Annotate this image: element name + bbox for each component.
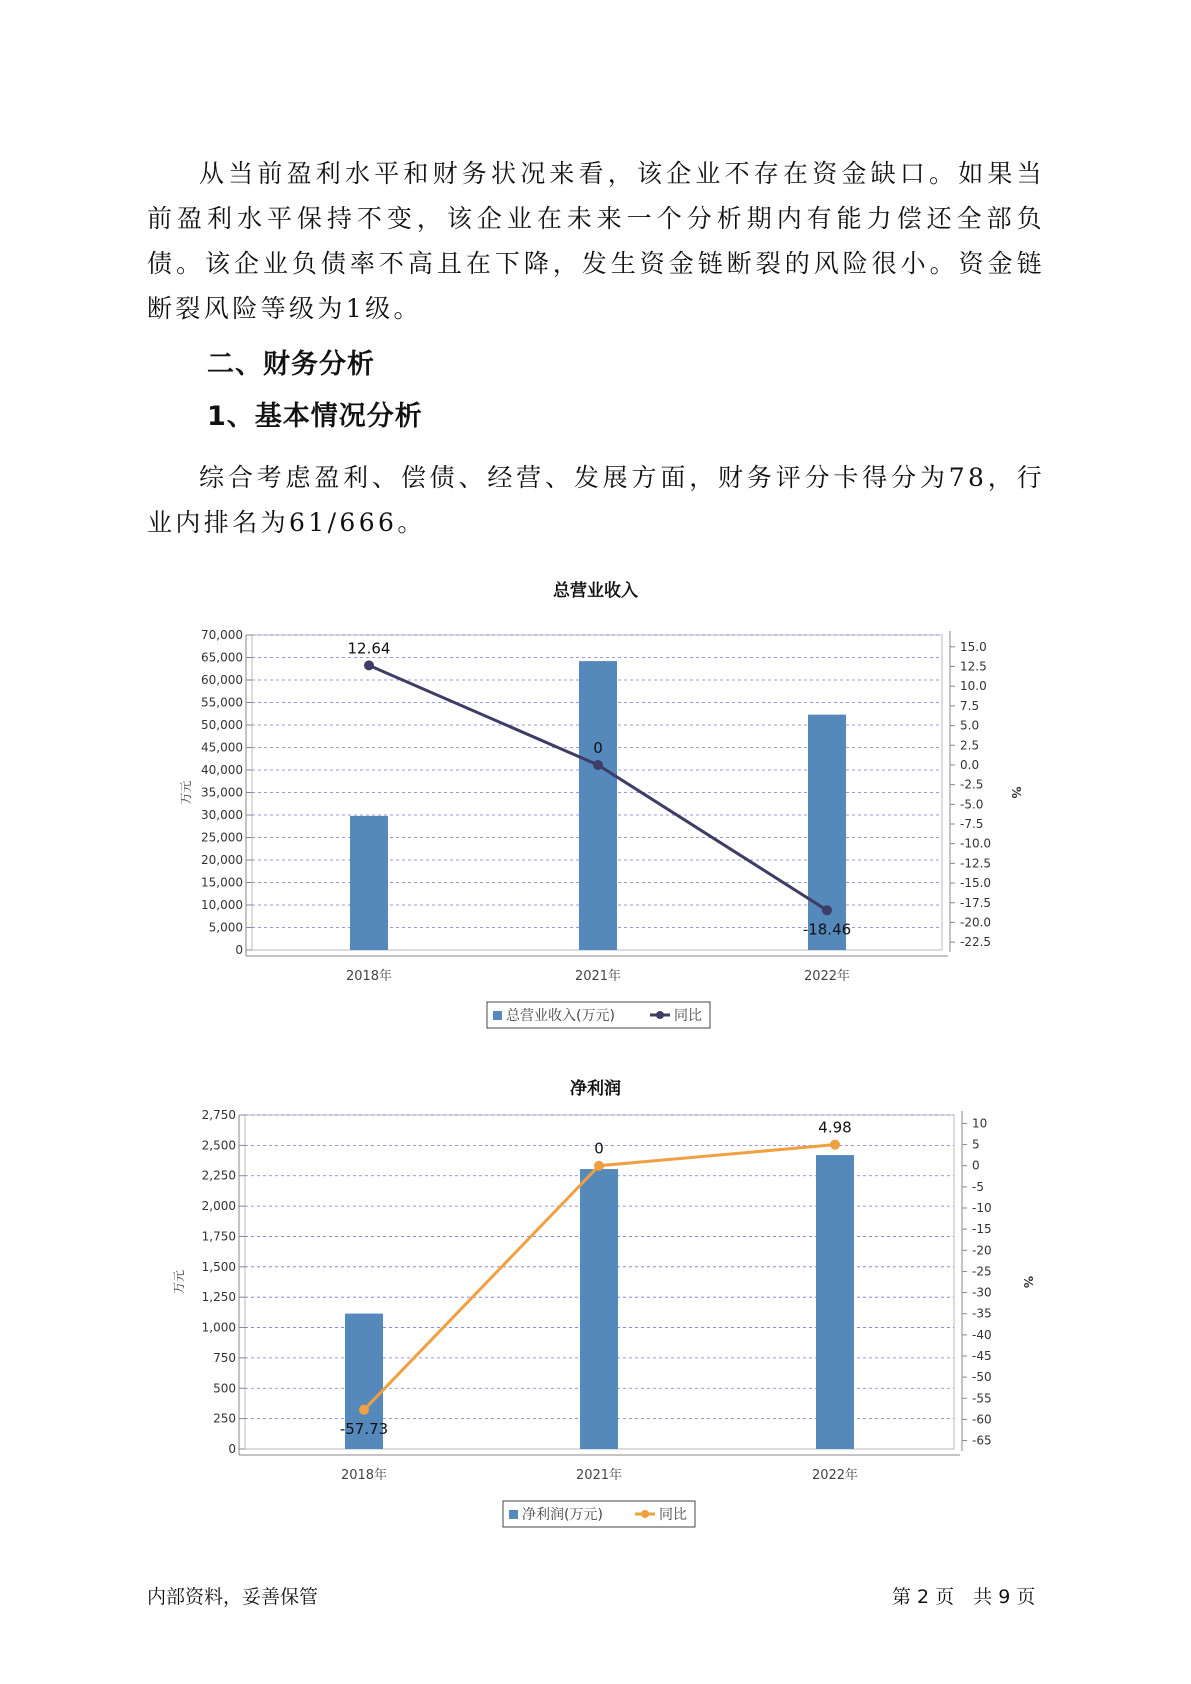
score-paragraph: 综合考虑盈利、偿债、经营、发展方面，财务评分卡得分为78，行业内排名为61/666。 <box>147 463 1045 537</box>
y2-tick-label: -12.5 <box>960 856 992 871</box>
y2-tick-label: -15.0 <box>960 876 992 891</box>
y-tick-label: 1,250 <box>201 1290 236 1305</box>
y-tick-label: 70,000 <box>201 628 243 642</box>
y2-tick-label: 10.0 <box>960 679 987 694</box>
y2-tick-label: -25 <box>972 1264 992 1279</box>
y-tick-label: 60,000 <box>201 673 243 687</box>
y-tick-label: 750 <box>213 1350 236 1365</box>
yoy-point <box>830 1140 840 1150</box>
y2-axis-label: % <box>1021 1275 1035 1289</box>
y2-tick-label: 5.0 <box>960 718 980 733</box>
yoy-point <box>593 760 603 770</box>
footer-confidential: 内部资料，妥善保管 <box>147 1586 319 1608</box>
data-label: 12.64 <box>347 639 391 658</box>
chart-title-net-profit: 净利润 <box>570 1079 621 1099</box>
y-tick-label: 65,000 <box>201 650 243 665</box>
y2-tick-label: -15 <box>972 1222 992 1237</box>
x-tick-label: 2021年 <box>574 969 622 984</box>
y-tick-label: 2,250 <box>201 1168 236 1183</box>
y2-tick-label: 0 <box>972 1158 980 1173</box>
data-label: -57.73 <box>339 1419 389 1438</box>
y-tick-label: 15,000 <box>201 875 243 890</box>
legend-label-line: 同比 <box>659 1507 687 1523</box>
section-heading-financial-analysis: 二、财务分析 <box>207 349 375 380</box>
y2-tick-label: -17.5 <box>960 895 992 910</box>
y2-tick-label: 12.5 <box>960 659 987 674</box>
legend-label-bar: 净利润(万元) <box>522 1507 603 1523</box>
y-tick-label: 1,000 <box>201 1320 236 1335</box>
revenue-chart <box>0 610 1191 1050</box>
y2-tick-label: -60 <box>972 1412 992 1427</box>
legend-swatch-bar <box>493 1011 502 1020</box>
y-tick-label: 40,000 <box>201 763 243 777</box>
footer-page-number: 第 2 页 共 9 页 <box>892 1586 1036 1608</box>
y2-tick-label: -50 <box>972 1370 992 1385</box>
y2-tick-label: -10.0 <box>960 836 992 851</box>
data-label: 4.98 <box>818 1118 852 1137</box>
y2-tick-label: 15.0 <box>960 639 987 654</box>
subsection-heading-basic-analysis: 1、基本情况分析 <box>207 401 423 432</box>
yoy-point <box>364 660 374 670</box>
y2-tick-label: -22.5 <box>960 935 992 950</box>
y2-tick-label: -20.0 <box>960 915 992 930</box>
bar <box>579 661 617 950</box>
bar <box>580 1169 618 1449</box>
y-tick-label: 500 <box>213 1381 236 1396</box>
x-tick-label: 2022年 <box>811 1468 859 1483</box>
yoy-point <box>594 1161 604 1171</box>
y2-tick-label: 2.5 <box>960 738 980 753</box>
x-tick-label: 2021年 <box>575 1468 623 1483</box>
y-tick-label: 2,750 <box>201 1108 236 1122</box>
y2-tick-label: -55 <box>972 1391 992 1406</box>
y-tick-label: 30,000 <box>201 808 243 822</box>
legend-swatch-marker <box>641 1510 649 1518</box>
net-profit-chart <box>0 1105 1191 1545</box>
y-tick-label: 2,000 <box>201 1199 236 1214</box>
y-tick-label: 2,500 <box>201 1138 236 1153</box>
y2-tick-label: -5.0 <box>960 797 984 812</box>
x-tick-label: 2022年 <box>803 969 851 984</box>
y-tick-label: 45,000 <box>201 740 243 755</box>
y-tick-label: 1,500 <box>201 1259 236 1274</box>
y2-tick-label: 0.0 <box>960 757 980 772</box>
y2-tick-label: -10 <box>972 1201 992 1216</box>
chart-title-revenue: 总营业收入 <box>553 581 638 601</box>
y-tick-label: 20,000 <box>201 853 243 867</box>
y-tick-label: 35,000 <box>201 785 243 800</box>
y2-tick-label: -20 <box>972 1243 992 1258</box>
legend-swatch-marker <box>656 1011 664 1019</box>
yoy-point <box>822 905 832 915</box>
data-label: -18.46 <box>802 920 852 939</box>
y2-tick-label: -65 <box>972 1433 992 1448</box>
y2-axis-label: % <box>1009 786 1023 799</box>
bar <box>350 816 388 950</box>
y-tick-label: 1,750 <box>201 1229 236 1244</box>
yoy-point <box>359 1405 369 1415</box>
legend-label-line: 同比 <box>674 1008 702 1024</box>
y2-tick-label: -40 <box>972 1327 992 1342</box>
y2-tick-label: -30 <box>972 1285 992 1300</box>
y-tick-label: 50,000 <box>201 718 243 732</box>
y2-tick-label: -7.5 <box>960 817 984 831</box>
y-tick-label: 250 <box>213 1411 236 1426</box>
y2-tick-label: -45 <box>972 1348 992 1363</box>
y-tick-label: 10,000 <box>201 898 243 912</box>
y-tick-label: 25,000 <box>201 830 243 845</box>
legend-swatch-bar <box>509 1510 518 1519</box>
data-label: 0 <box>593 738 603 757</box>
y-tick-label: 0 <box>228 1442 236 1456</box>
y-axis-label: 万元 <box>172 1269 186 1295</box>
y2-tick-label: -5 <box>972 1179 984 1194</box>
y-tick-label: 5,000 <box>208 920 243 935</box>
y2-tick-label: -35 <box>972 1306 992 1321</box>
y2-tick-label: -2.5 <box>960 777 984 792</box>
data-label: 0 <box>594 1139 604 1158</box>
y-tick-label: 55,000 <box>201 695 243 710</box>
y-axis-label: 万元 <box>179 780 193 805</box>
bar <box>816 1155 854 1449</box>
risk-summary-paragraph: 从当前盈利水平和财务状况来看，该企业不存在资金缺口。如果当前盈利水平保持不变，该企业在未来一个分析期内有能力偿还全部负债。该企业负债率不高且在下降，发生资金链断裂的风险很小。资金链断裂风险等级为1级。 <box>147 159 1045 323</box>
y2-tick-label: 7.5 <box>960 698 980 713</box>
x-tick-label: 2018年 <box>340 1468 388 1483</box>
x-tick-label: 2018年 <box>345 969 393 984</box>
y2-tick-label: 5 <box>972 1137 980 1152</box>
y-tick-label: 0 <box>235 943 243 957</box>
y2-tick-label: 10 <box>972 1116 988 1131</box>
legend-label-bar: 总营业收入(万元) <box>506 1008 615 1024</box>
